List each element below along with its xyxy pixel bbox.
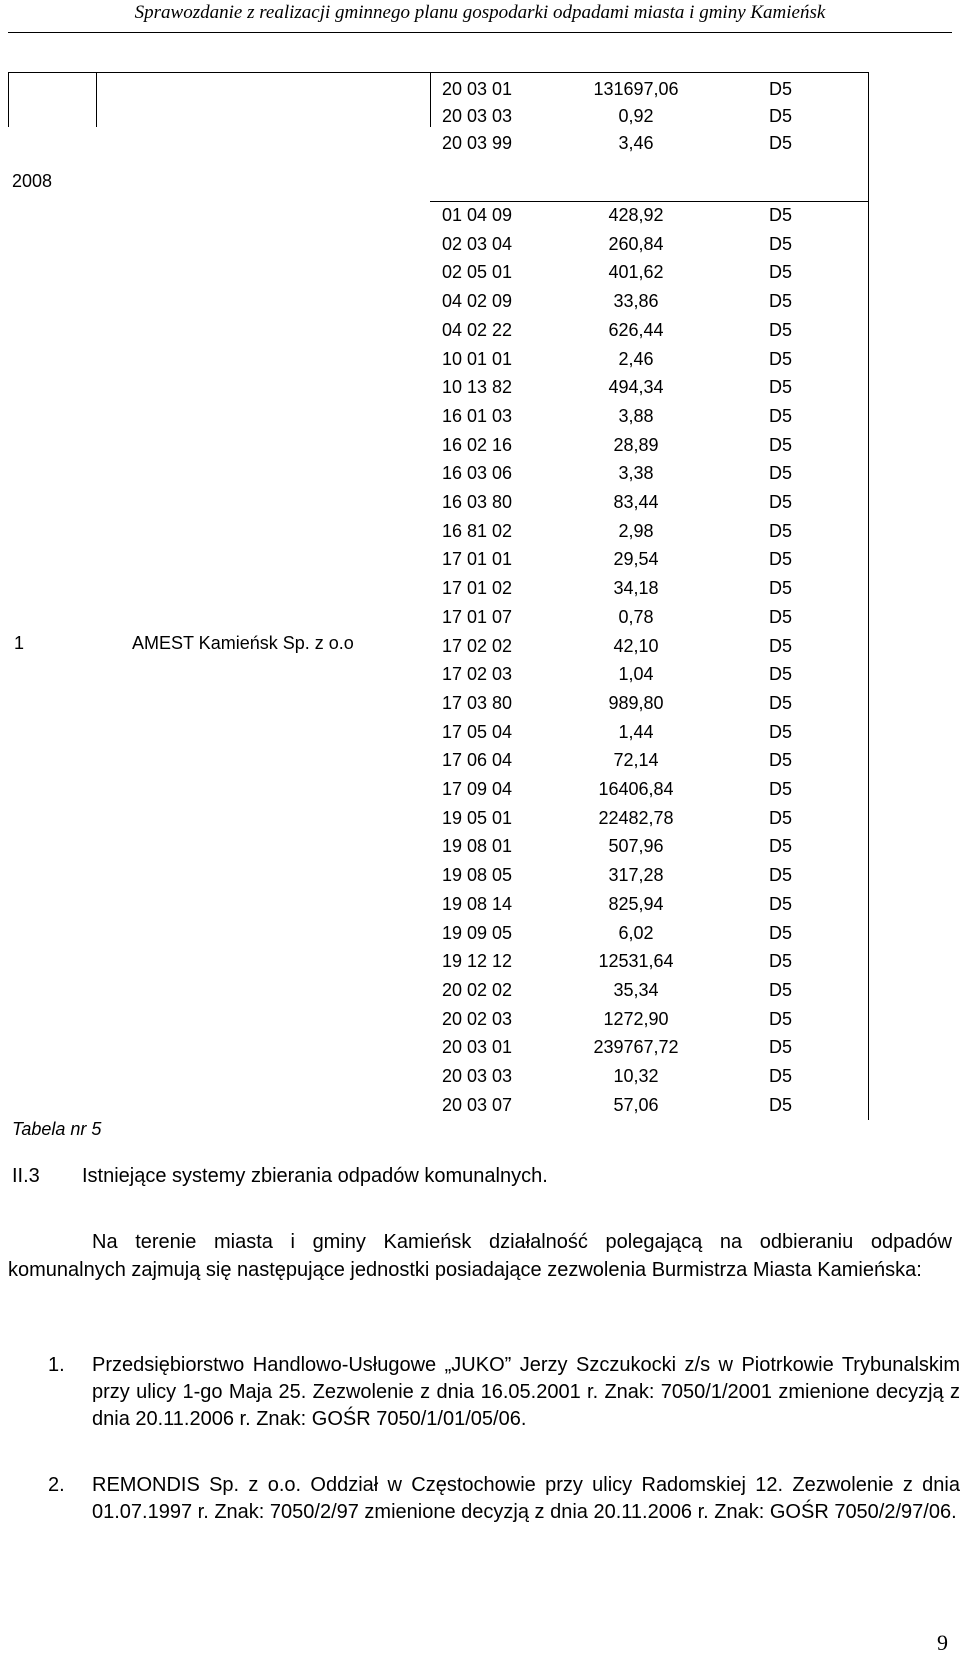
- table-cell-qty: 825,94: [608, 893, 664, 914]
- table-cell-code: 16 03 06: [442, 463, 513, 484]
- table-cell-proc: D5: [768, 721, 792, 742]
- section-number: II.3: [12, 1165, 40, 1187]
- table-cell-qty: 0,92: [618, 106, 654, 126]
- intro-paragraph-text: Na terenie miasta i gminy Kamieńsk działalność polegającą na odbieraniu odpadów komunalnych zajmują się następujące jednostki posiadające zezwolenia Burmistrza Miasta Kamieńska:: [8, 1231, 952, 1281]
- table-cell-qty: 29,54: [613, 549, 659, 570]
- table-cell-proc: D5: [768, 434, 792, 455]
- section-title: Istniejące systemy zbierania odpadów komunalnych.: [82, 1165, 548, 1187]
- table-cell-code: 17 01 01: [442, 549, 513, 570]
- page-number: 9: [937, 1630, 948, 1655]
- table-cell-code: 19 09 05: [442, 922, 513, 943]
- table-cell-proc: D5: [768, 951, 792, 972]
- table-cell-qty: 401,62: [608, 262, 664, 283]
- table-cell-qty: 42,10: [613, 635, 659, 656]
- table-cell-code: 04 02 09: [442, 291, 513, 312]
- table-cell-proc: D5: [768, 79, 792, 99]
- table-cell-proc: D5: [768, 578, 792, 599]
- running-header: [0, 0, 960, 48]
- list-item-text: REMONDIS Sp. z o.o. Oddział w Częstochowie przy ulicy Radomskiej 12. Zezwolenie z dnia 01.07.1997 r. Znak: 7050/2/97 zmienione decyzją z dnia 20.11.2006 r. Znak: GOŚR 7050/2/97/06.: [92, 1474, 960, 1523]
- table-cell-qty: 83,44: [613, 492, 659, 512]
- table-cell-qty: 1,04: [618, 664, 654, 685]
- list-item-number: 1.: [48, 1354, 65, 1376]
- table-cell-code: 17 01 02: [442, 578, 513, 599]
- table-cell-qty: 2,98: [618, 520, 654, 541]
- table-cell-code: 20 03 99: [442, 133, 513, 153]
- table-cell-proc: D5: [768, 1066, 792, 1086]
- year-cell: 2008: [12, 171, 53, 191]
- table-cell-code: 10 13 82: [442, 377, 513, 398]
- table-cell-code: 17 03 80: [442, 692, 513, 713]
- table-cell-code: 19 08 14: [442, 893, 513, 914]
- table-cell-proc: D5: [768, 233, 792, 254]
- table-cell-code: 16 81 02: [442, 520, 513, 541]
- table-cell-proc: D5: [768, 377, 792, 398]
- table-left-rule: [8, 72, 9, 127]
- table-cell-qty: 16406,84: [598, 779, 674, 799]
- table-cell-qty: 494,34: [608, 377, 664, 398]
- table-cell-code: 17 02 02: [442, 635, 513, 656]
- table-cell-proc: D5: [768, 348, 792, 369]
- table-cell-qty: 0,78: [618, 606, 654, 627]
- list-item-number: 2.: [48, 1474, 65, 1496]
- table-cell-qty: 33,86: [613, 291, 659, 312]
- table-cell-code: 19 08 01: [442, 836, 513, 857]
- table-cell-qty: 72,14: [613, 750, 659, 771]
- table-cell-code: 17 01 07: [442, 606, 513, 627]
- table-cell-proc: D5: [768, 893, 792, 914]
- table-cell-proc: D5: [768, 106, 792, 126]
- table-cell-qty: 6,02: [618, 922, 654, 943]
- table-top-rule: [8, 72, 868, 73]
- table-cell-proc: D5: [768, 606, 792, 627]
- header-rule: [8, 32, 952, 33]
- table-caption: Tabela nr 5: [12, 1119, 102, 1139]
- table-cell-code: 20 03 03: [442, 1066, 513, 1086]
- table-cell-code: 17 02 03: [442, 664, 513, 685]
- table-cell-proc: D5: [768, 1008, 792, 1029]
- table-cell-code: 20 03 07: [442, 1094, 513, 1115]
- table-cell-code: 01 04 09: [442, 205, 513, 225]
- table-cell-qty: 35,34: [613, 979, 659, 1000]
- table-cell-qty: 239767,72: [593, 1037, 679, 1058]
- table-cell-proc: D5: [768, 319, 792, 340]
- row-number-cell: 1: [14, 633, 25, 653]
- table-cell-qty: 131697,06: [593, 79, 679, 99]
- table-cell-qty: 3,88: [618, 405, 654, 426]
- table-cell-qty: 3,46: [618, 133, 654, 153]
- running-header-title: Sprawozdanie z realizacji gminnego planu gospodarki odpadami miasta i gminy Kamieńsk: [134, 2, 826, 23]
- table-cell-code: 20 02 03: [442, 1008, 513, 1029]
- table-cell-proc: D5: [768, 205, 792, 225]
- table-cell-code: 19 08 05: [442, 865, 513, 886]
- table-cell-proc: D5: [768, 133, 792, 153]
- table-cell-proc: D5: [768, 635, 792, 656]
- table-cell-qty: 34,18: [613, 578, 659, 599]
- table-cell-proc: D5: [768, 291, 792, 312]
- table-cell-qty: 22482,78: [598, 807, 674, 828]
- table-cell-code: 17 06 04: [442, 750, 513, 771]
- table-cell-proc: D5: [768, 463, 792, 484]
- table-cell-proc: D5: [768, 865, 792, 886]
- table-cell-proc: D5: [768, 692, 792, 713]
- company-cell: AMEST Kamieńsk Sp. z o.o: [132, 633, 354, 653]
- table-cell-code: 20 03 03: [442, 106, 513, 126]
- section-heading: [12, 1163, 548, 1189]
- table-cell-proc: D5: [768, 492, 792, 512]
- table-cell-qty: 28,89: [613, 434, 659, 455]
- table-cell-proc: D5: [768, 750, 792, 771]
- table-cell-qty: 10,32: [613, 1066, 659, 1086]
- table-cell-code: 19 05 01: [442, 807, 513, 828]
- table-cell-code: 20 03 01: [442, 79, 513, 99]
- table-cell-code: 19 12 12: [442, 951, 513, 972]
- table-cell-qty: 1272,90: [603, 1008, 669, 1029]
- table-cell-qty: 12531,64: [598, 951, 674, 972]
- table-cell-proc: D5: [768, 405, 792, 426]
- table-cell-proc: D5: [768, 836, 792, 857]
- table-cell-code: 17 09 04: [442, 779, 513, 799]
- table-cell-code: 20 02 02: [442, 979, 513, 1000]
- table-group-rule: [430, 201, 868, 202]
- table-cell-code: 20 03 01: [442, 1037, 513, 1058]
- table-cell-qty: 428,92: [608, 205, 664, 225]
- table-cell-proc: D5: [768, 779, 792, 799]
- table-cell-proc: D5: [768, 922, 792, 943]
- table-cell-qty: 260,84: [608, 233, 664, 254]
- table-cell-qty: 507,96: [608, 836, 664, 857]
- table-cell-code: 16 03 80: [442, 492, 513, 512]
- table-cell-proc: D5: [768, 1037, 792, 1058]
- table-cell-code: 17 05 04: [442, 721, 513, 742]
- table-cell-code: 04 02 22: [442, 319, 513, 340]
- table-cell-proc: D5: [768, 807, 792, 828]
- table-cell-qty: 2,46: [618, 348, 654, 369]
- list-item-text: Przedsiębiorstwo Handlowo-Usługowe „JUKO” Jerzy Szczukocki z/s w Piotrkowie Trybunalskim przy ulicy 1-go Maja 25. Zezwolenie z dnia 16.05.2001 r. Znak: 7050/1/2001 zmienione decyzją z dnia 20.11.2006 r. Znak: GOŚR 7050/1/01/05/06.: [92, 1354, 960, 1430]
- table-cell-qty: 1,44: [618, 721, 654, 742]
- table-cell-code: 10 01 01: [442, 348, 513, 369]
- table-cell-proc: D5: [768, 664, 792, 685]
- intro-paragraph: [8, 1228, 952, 1284]
- table-cell-code: 16 02 16: [442, 434, 513, 455]
- table-cell-code: 16 01 03: [442, 405, 513, 426]
- table-cell-qty: 57,06: [613, 1094, 659, 1115]
- table-cell-qty: 3,38: [618, 463, 654, 484]
- table-cell-qty: 626,44: [608, 319, 664, 340]
- table-cell-proc: D5: [768, 1094, 792, 1115]
- table-right-rule: [868, 72, 869, 1120]
- table-cell-qty: 989,80: [608, 692, 664, 713]
- table-cell-proc: D5: [768, 549, 792, 570]
- table-cell-proc: D5: [768, 262, 792, 283]
- table-col-rule-2: [430, 72, 431, 127]
- table-cell-code: 02 03 04: [442, 233, 513, 254]
- table-col-rule-1: [96, 72, 97, 127]
- table-cell-code: 02 05 01: [442, 262, 513, 283]
- table-cell-proc: D5: [768, 520, 792, 541]
- table-cell-proc: D5: [768, 979, 792, 1000]
- table-cell-qty: 317,28: [608, 865, 664, 886]
